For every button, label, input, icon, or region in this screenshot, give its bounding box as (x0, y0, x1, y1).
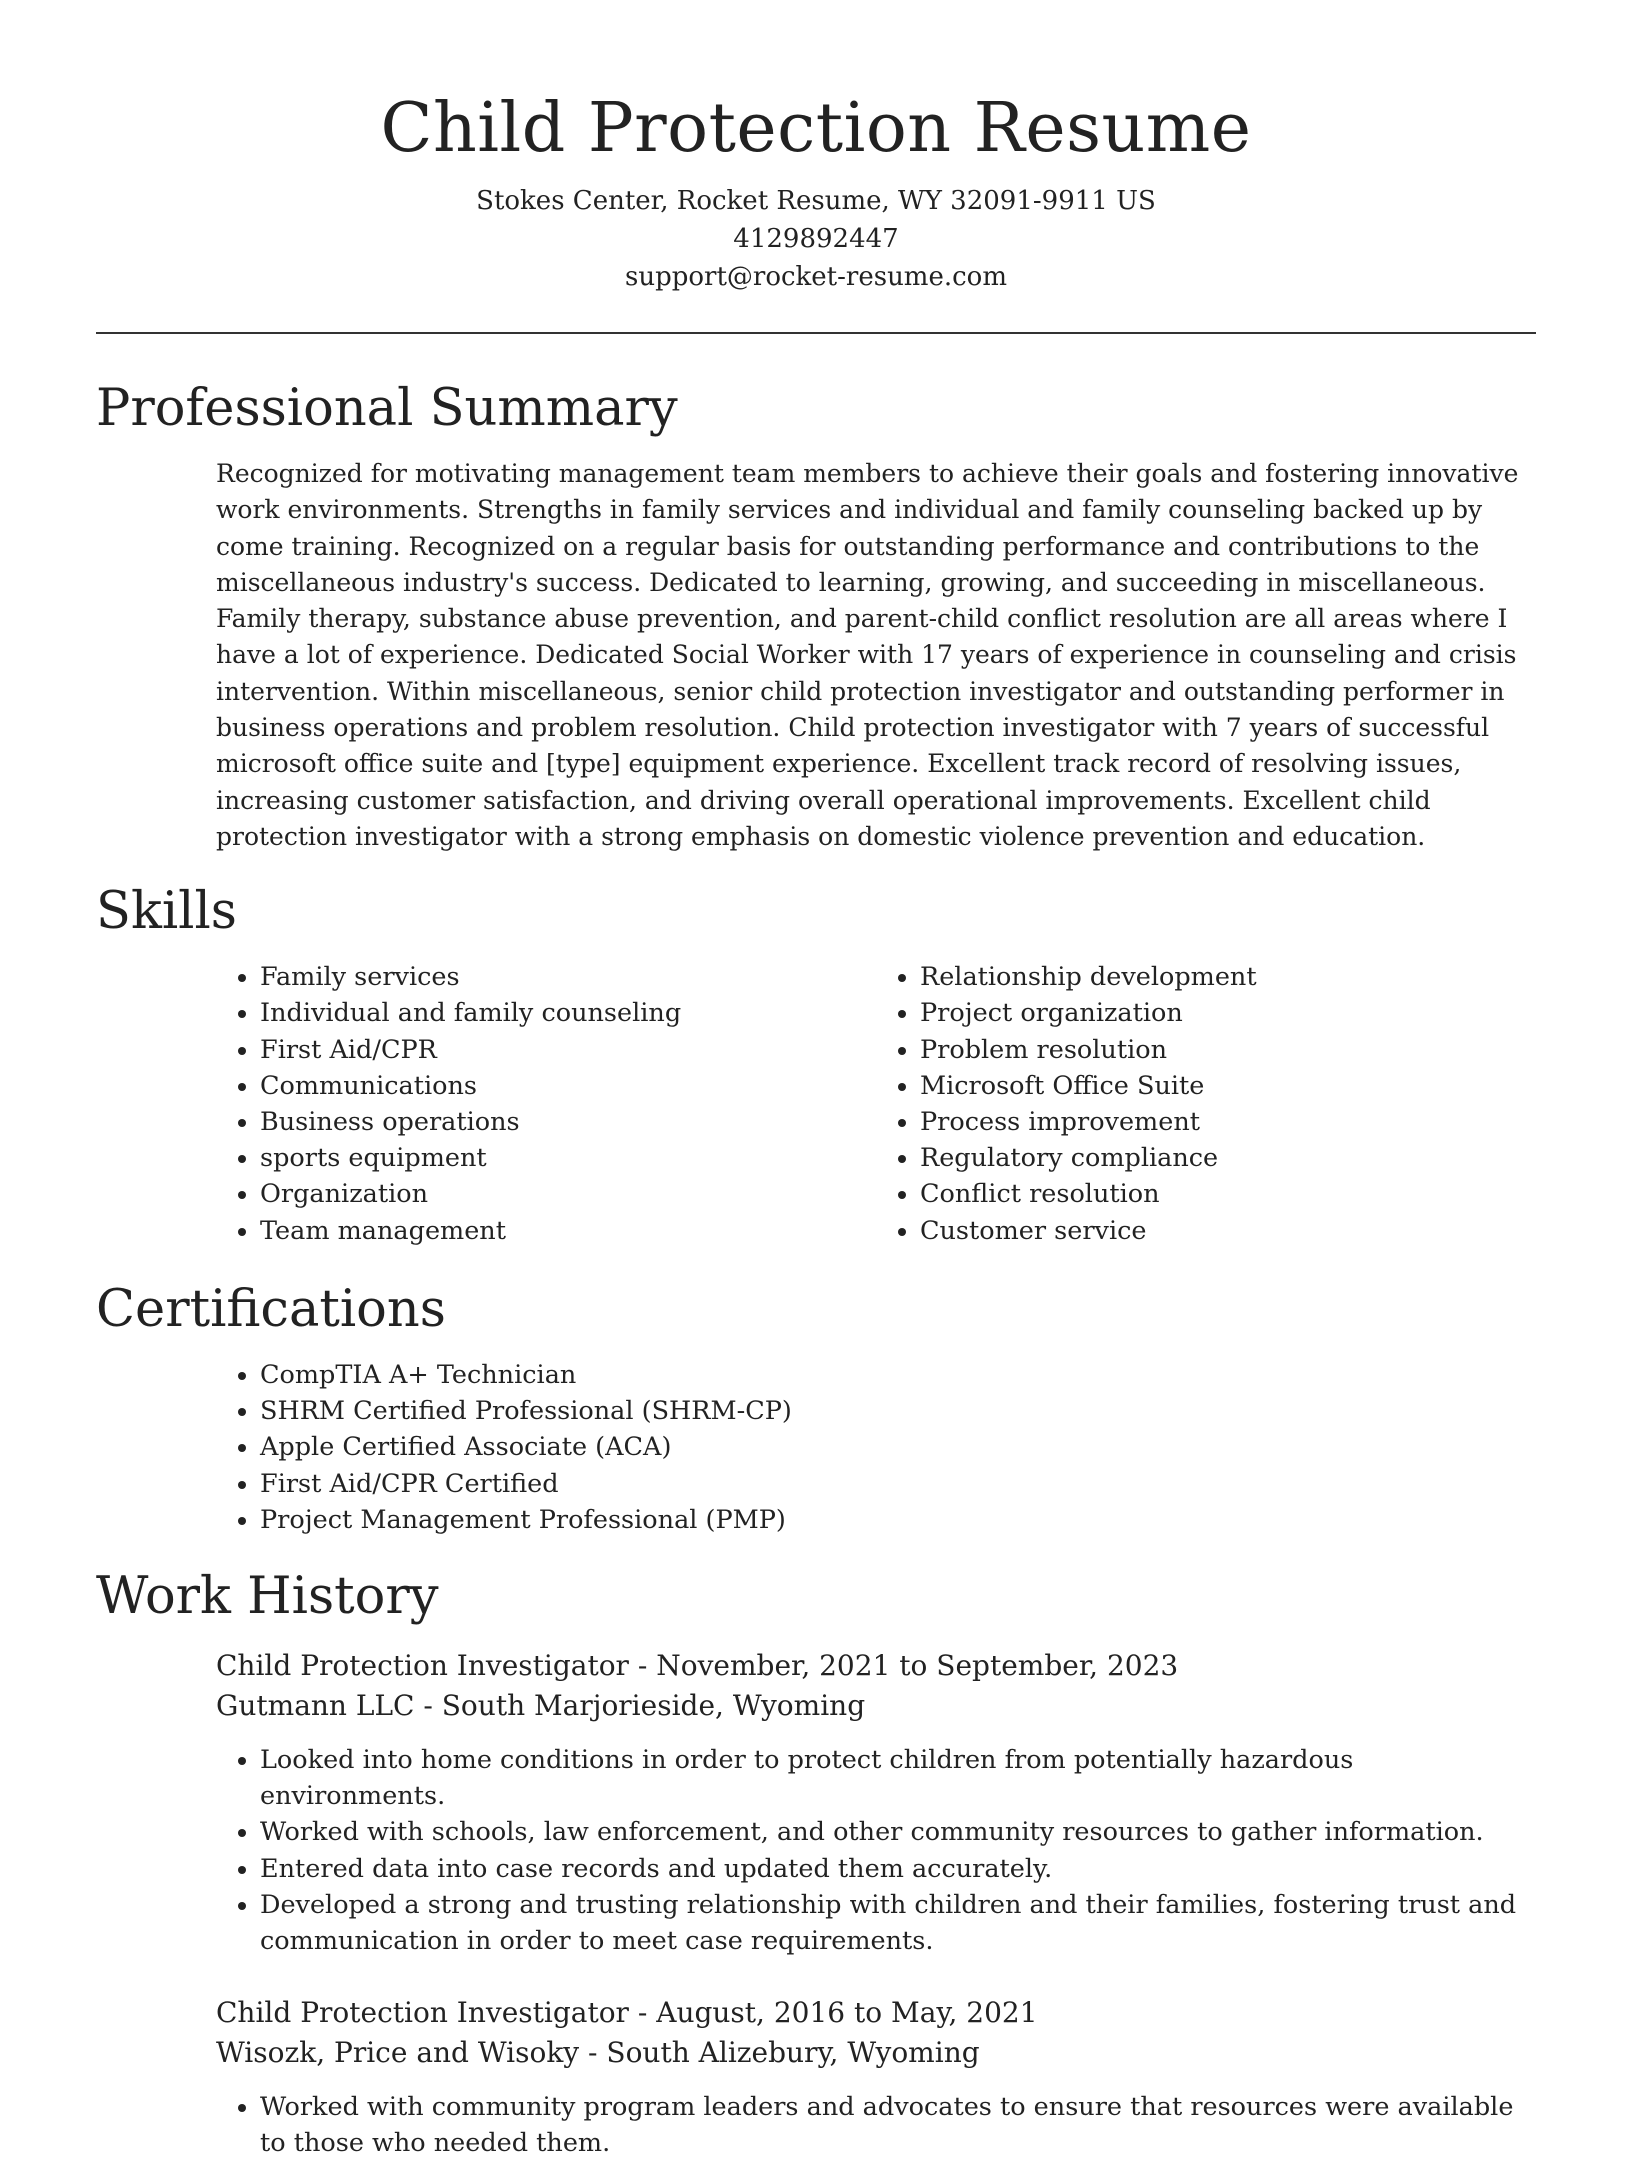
job-bullets (216, 1742, 1536, 1959)
certifications-heading: Certifications (96, 1279, 446, 1339)
certification-item: • Project Management Professional (PMP) (260, 1502, 1536, 1538)
job-company-line: Gutmann LLC - South Marjorieside, Wyoming (216, 1688, 866, 1722)
skill-item: • Process improvement (920, 1104, 1536, 1140)
certification-item: • First Aid/CPR Certified (260, 1466, 1536, 1502)
job-location: South Marjorieside, Wyoming (441, 1688, 866, 1722)
contact-address: Stokes Center, Rocket Resume, WY 32091-9911 US (476, 186, 1156, 216)
summary-text: Recognized for motivating management team members to achieve their goals and fostering innovative work environments. Strengths in family services and individual and family counseling backed up by come training. Recognized on a regular basis for outstanding performance and contributions to the miscellaneous industry's success. Dedicated to learning, growing, and succeeding in miscellaneous. Family therapy, substance abuse prevention, and parent-child conflict resolution are all areas where I have a lot of experience. Dedicated Social Worker with 17 years of experience in counseling and crisis intervention. Within miscellaneous, senior child protection investigator and outstanding performer in business operations and problem resolution. Child protection investigator with 7 years of successful microsoft office suite and [type] equipment experience. Excellent track record of resolving issues, increasing customer satisfaction, and driving overall operational improvements. Excellent child protection investigator with a strong emphasis on domestic violence prevention and education. (216, 459, 1519, 851)
contact-phone: 4129892447 (733, 224, 899, 254)
skill-item: • Family services (260, 959, 876, 995)
work-history-section (96, 1562, 1536, 2162)
job-location: South Alizebury, Wyoming (606, 2036, 980, 2070)
job-title: Child Protection Investigator (216, 1648, 629, 1682)
contact-email: support@rocket-resume.com (624, 262, 1007, 292)
job-bullet: • Worked with schools, law enforcement, and other community resources to gather information. (260, 1814, 1536, 1850)
skill-item: • Individual and family counseling (260, 995, 876, 1031)
work-history-heading: Work History (96, 1566, 439, 1626)
skills-section (96, 877, 1536, 1249)
job-title-line: Child Protection Investigator - August, 2016 to May, 2021 (216, 1996, 1038, 2030)
skills-heading: Skills (96, 882, 237, 942)
certifications-list (216, 1357, 1536, 1538)
skill-item: • Customer service (920, 1213, 1536, 1249)
skill-item: • Team management (260, 1213, 876, 1249)
resume-title: Child Protection Resume (380, 89, 1252, 168)
skills-columns (216, 959, 1536, 1249)
skill-item: • Project organization (920, 995, 1536, 1031)
skill-item: • Regulatory compliance (920, 1140, 1536, 1176)
job-bullet: • Developed a strong and trusting relationship with children and their families, fostering trust and communication in order to meet case requirements. (260, 1887, 1536, 1959)
job-company-line: Wisozk, Price and Wisoky - South Alizebury, Wyoming (216, 2036, 980, 2070)
job-entry (216, 1993, 1536, 2161)
skill-item: • First Aid/CPR (260, 1032, 876, 1068)
skill-item: • Conflict resolution (920, 1176, 1536, 1212)
job-title: Child Protection Investigator (216, 1996, 629, 2030)
skill-item: • Organization (260, 1176, 876, 1212)
resume-header (96, 0, 1536, 296)
job-bullet: • Looked into home conditions in order to protect children from potentially hazardous environments. (260, 1742, 1536, 1814)
job-entry (216, 1646, 1536, 1959)
job-company: Gutmann LLC (216, 1688, 415, 1722)
skills-list-right (876, 959, 1536, 1249)
certification-item: • SHRM Certified Professional (SHRM-CP) (260, 1393, 1536, 1429)
certification-item: • CompTIA A+ Technician (260, 1357, 1536, 1393)
skill-item: • Problem resolution (920, 1032, 1536, 1068)
skill-item: • Relationship development (920, 959, 1536, 995)
certifications-section (96, 1275, 1536, 1538)
job-company: Wisozk, Price and Wisoky (216, 2036, 580, 2070)
contact-block (96, 182, 1536, 296)
skill-item: • Microsoft Office Suite (920, 1068, 1536, 1104)
summary-heading: Professional Summary (96, 379, 678, 438)
job-title-line: Child Protection Investigator - November, 2021 to September, 2023 (216, 1648, 1179, 1682)
summary-section (96, 374, 1536, 855)
skills-list-left (216, 959, 876, 1249)
job-bullets (216, 2089, 1536, 2161)
skill-item: • sports equipment (260, 1140, 876, 1176)
job-bullet: • Entered data into case records and updated them accurately. (260, 1851, 1536, 1887)
job-dates: November, 2021 to September, 2023 (656, 1648, 1179, 1682)
certification-item: • Apple Certified Associate (ACA) (260, 1429, 1536, 1465)
job-bullet: • Worked with community program leaders and advocates to ensure that resources were available to those who needed them. (260, 2089, 1536, 2161)
job-dates: August, 2016 to May, 2021 (656, 1996, 1038, 2030)
header-divider (96, 332, 1536, 334)
skill-item: • Business operations (260, 1104, 876, 1140)
skill-item: • Communications (260, 1068, 876, 1104)
